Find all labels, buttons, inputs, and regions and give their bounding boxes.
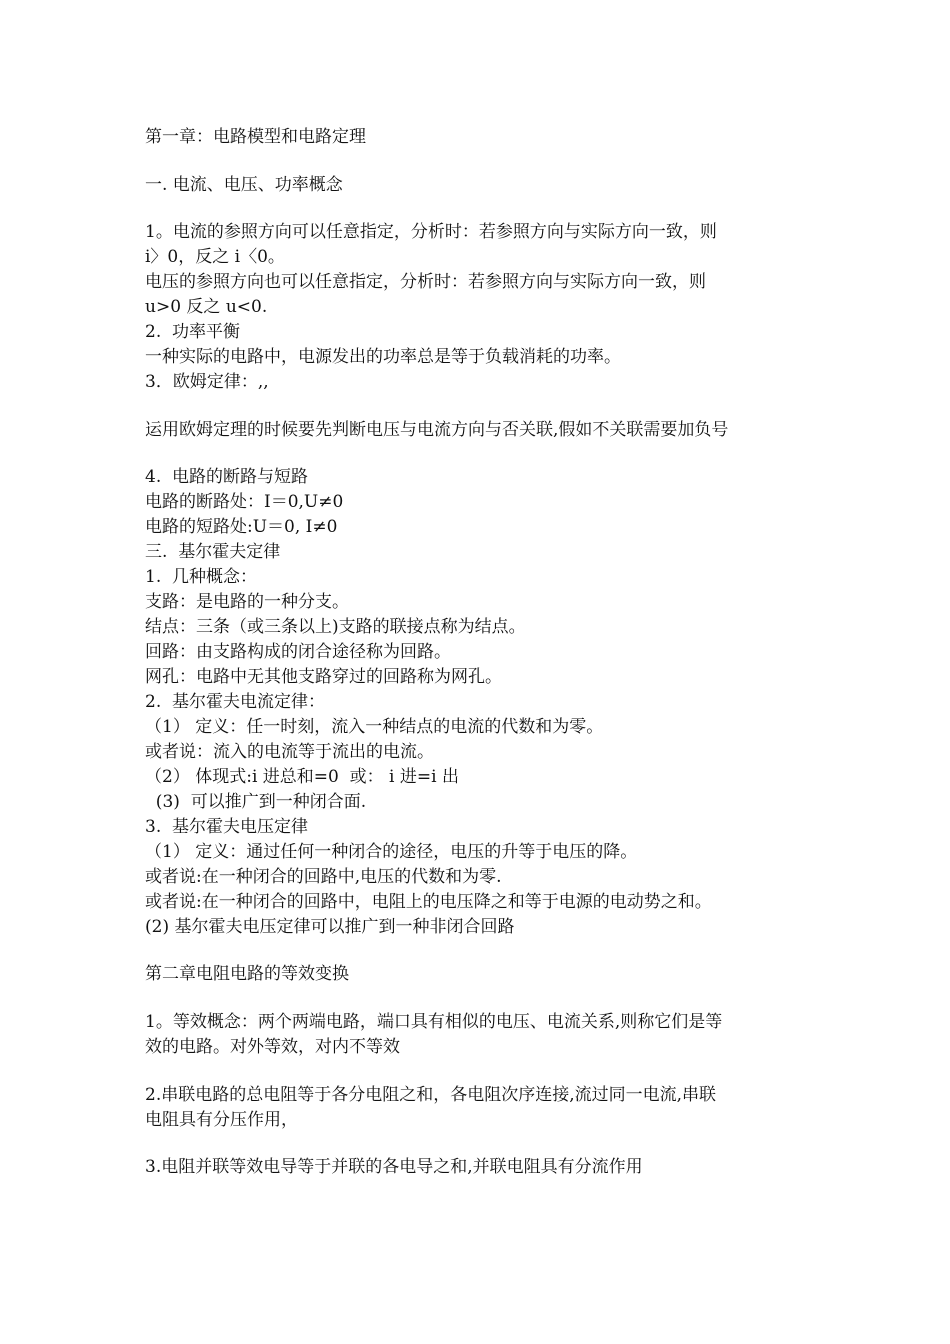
text-line: （1） 定义：任一时刻，流入一种结点的电流的代数和为零。 [145, 717, 604, 737]
text-line: （2） 体现式:i 进总和=0 或： i 进=i 出 [145, 767, 459, 787]
text-line: 或者说：流入的电流等于流出的电流。 [145, 742, 434, 762]
text-line: 支路：是电路的一种分支。 [145, 592, 349, 612]
text-line: 1. 几种概念： [145, 567, 258, 587]
section-3-heading: 三. 基尔霍夫定律 [145, 542, 281, 562]
text-line: 电路的短路处:U＝0, I≠0 [145, 517, 338, 537]
text-line: （1） 定义：通过任何一种闭合的途径，电压的升等于电压的降。 [145, 842, 638, 862]
text-line: 3. 基尔霍夫电压定律 [145, 817, 309, 837]
text-line: 电压的参照方向也可以任意指定，分析时：若参照方向与实际方向一致，则 [145, 272, 706, 292]
text-line: (3) 可以推广到一种闭合面. [145, 792, 367, 812]
text-line: 运用欧姆定理的时候要先判断电压与电流方向与否关联,假如不关联需要加负号 [145, 420, 729, 440]
text-line: 4. 电路的断路与短路 [145, 467, 309, 487]
text-line: 电阻具有分压作用， [145, 1110, 298, 1130]
chapter-1-heading: 第一章：电路模型和电路定理 [145, 127, 366, 147]
text-line: 一种实际的电路中，电源发出的功率总是等于负载消耗的功率。 [145, 347, 621, 367]
text-line: 回路：由支路构成的闭合途径称为回路。 [145, 642, 451, 662]
chapter-2-heading: 第二章电阻电路的等效变换 [145, 964, 349, 984]
text-line: 2. 功率平衡 [145, 322, 241, 342]
text-line: 2. 基尔霍夫电流定律： [145, 692, 326, 712]
text-line: 或者说:在一种闭合的回路中，电阻上的电压降之和等于电源的电动势之和。 [145, 892, 712, 912]
text-line: u>0 反之 u<0. [145, 297, 268, 317]
text-line: 2.串联电路的总电阻等于各分电阻之和，各电阻次序连接,流过同一电流,串联 [145, 1085, 717, 1105]
text-line: 网孔：电路中无其他支路穿过的回路称为网孔。 [145, 667, 502, 687]
text-line: 或者说:在一种闭合的回路中,电压的代数和为零. [145, 867, 502, 887]
section-1-heading: 一. 电流、电压、功率概念 [145, 175, 343, 195]
text-line: i〉0，反之 i〈0。 [145, 247, 285, 267]
text-line: 结点：三条（或三条以上)支路的联接点称为结点。 [145, 617, 526, 637]
text-line: 效的电路。对外等效，对内不等效 [145, 1037, 400, 1057]
text-line: 3．欧姆定律：,, [145, 372, 269, 392]
text-line: 3.电阻并联等效电导等于并联的各电导之和,并联电阻具有分流作用 [145, 1157, 643, 1177]
text-line: 1。等效概念：两个两端电路，端口具有相似的电压、电流关系,则称它们是等 [145, 1012, 723, 1032]
text-line: 电路的断路处：I＝0,U≠0 [145, 492, 344, 512]
text-line: 1。电流的参照方向可以任意指定，分析时：若参照方向与实际方向一致，则 [145, 222, 717, 242]
text-line: (2) 基尔霍夫电压定律可以推广到一种非闭合回路 [145, 917, 515, 937]
